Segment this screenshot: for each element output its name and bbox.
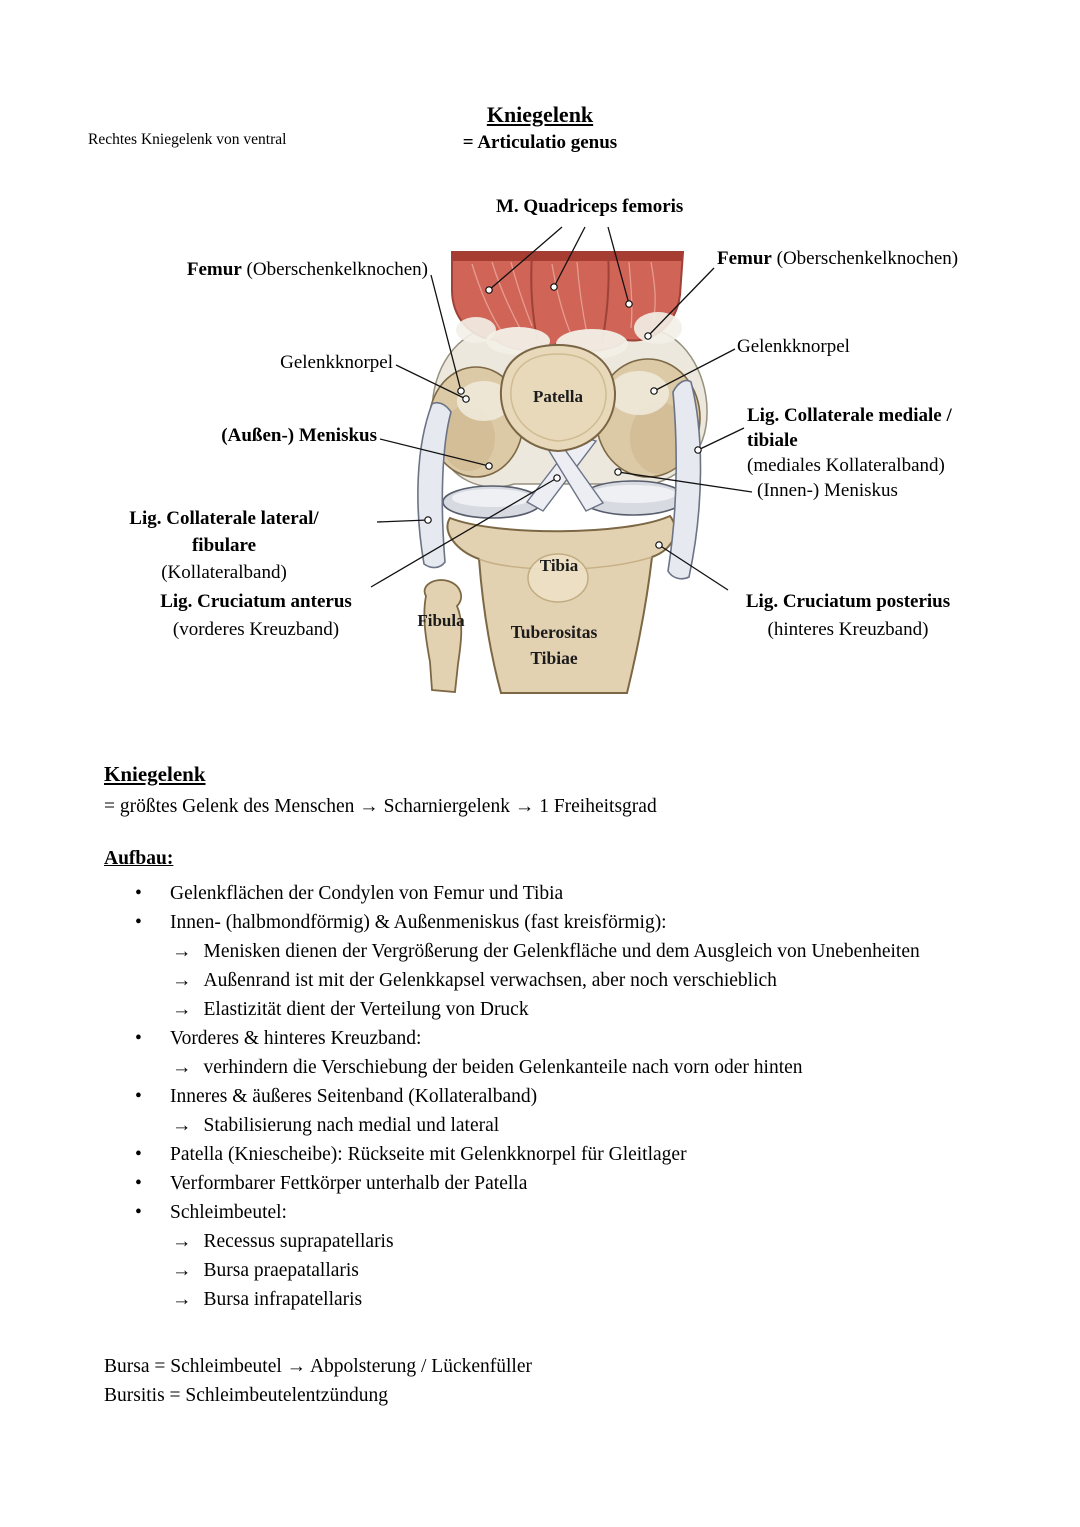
bursa-definition: Bursa = Schleimbeutel → Abpolsterung / Lückenfüller [104,1356,532,1377]
bullet-marker: • [135,1202,142,1223]
title-block [380,102,700,154]
sub-item-text: Stabilisierung nach medial und lateral [203,1115,500,1136]
sub-item [104,966,986,995]
list-item [104,1140,986,1169]
list-item [104,908,986,937]
list-item [104,1082,986,1111]
menisci-shape [443,481,685,518]
label-gelenkknorpel-right: Gelenkknorpel [737,336,850,357]
fibula-shape [424,580,461,692]
bullet-marker: • [135,1086,142,1107]
list-item [104,1024,986,1053]
label-fibula: Fibula [417,611,465,630]
label-collaterale-laterale-line2: fibulare [191,535,257,556]
label-quadriceps: M. Quadriceps femoris [496,196,684,217]
label-cruciatum-posterius [727,588,969,644]
list-item-text: Innen- (halbmondförmig) & Außenmeniskus (fast kreisförmig): [170,912,667,933]
list-item-text: Gelenkflächen der Condylen von Femur und Tibia [170,883,564,904]
label-collaterale-mediale-line1: Lig. Collaterale mediale / [747,405,952,426]
sub-item-text: Bursa praepatallaris [203,1260,359,1281]
sub-item-text: Bursa infrapatellaris [203,1289,363,1310]
label-collaterale-laterale [108,505,340,586]
bursitis-definition: Bursitis = Schleimbeutelentzündung [104,1385,388,1406]
bullet-marker: • [135,1028,142,1049]
aufbau-list [104,879,986,1314]
list-item-text: Vorderes & hinteres Kreuzband: [170,1028,422,1049]
bullet-marker: • [135,1144,142,1165]
label-cruciatum-posterius-line2: (hinteres Kreuzband) [767,619,929,640]
sub-item-text: verhindern die Verschiebung der beiden Gelenkanteile nach vorn oder hinten [203,1057,803,1078]
arrow-marker: → [172,1260,192,1281]
sub-item [104,937,986,966]
label-tuberositas [491,619,617,671]
sub-item [104,1256,986,1285]
bullet-marker: • [135,883,142,904]
arrow-marker: → [172,970,192,991]
list-item-text: Schleimbeutel: [170,1202,287,1223]
label-femur-left-name: Femur [186,259,242,280]
arrow-marker: → [172,941,192,962]
page-title: Kniegelenk [486,102,594,127]
label-femur-right [717,246,958,272]
label-femur-left [187,257,428,283]
label-collaterale-mediale-line2: tibiale [747,430,798,451]
arrow-marker: → [172,1057,192,1078]
label-cruciatum-posterius-line1: Lig. Cruciatum posterius [745,591,951,612]
section-heading: Kniegelenk [104,762,206,786]
list-item [104,1198,986,1227]
label-collaterale-laterale-line3: (Kollateralband) [161,562,287,583]
sub-item [104,1227,986,1256]
label-femur-right-name: Femur [717,248,772,269]
sub-item-text: Menisken dienen der Vergrößerung der Gelenkfläche und dem Ausgleich von Unebenheiten [203,941,920,962]
label-tuberositas-line1: Tuberositas [510,622,598,642]
label-meniskus-innen: (Innen-) Meniskus [757,480,898,501]
label-cruciatum-anterus-line2: (vorderes Kreuzband) [172,619,340,640]
arrow-marker: → [172,1115,192,1136]
label-femur-right-desc: (Oberschenkelknochen) [771,248,959,269]
page-subtitle: = Articulatio genus [462,132,618,153]
sub-item [104,995,986,1024]
sub-item-text: Recessus suprapatellaris [203,1231,394,1252]
label-femur-left-desc: (Oberschenkelknochen) [241,259,428,280]
list-item-text: Verformbarer Fettkörper unterhalb der Patella [170,1173,528,1194]
bullet-marker: • [135,912,142,933]
arrow-marker: → [172,999,192,1020]
label-gelenkknorpel-left: Gelenkknorpel [280,352,393,373]
label-cruciatum-anterus [136,588,376,644]
list-item [104,1169,986,1198]
sub-item [104,1111,986,1140]
label-collaterale-laterale-line1: Lig. Collaterale lateral/ [129,508,319,529]
bullet-marker: • [135,1173,142,1194]
sub-item [104,1053,986,1082]
label-cruciatum-anterus-line1: Lig. Cruciatum anterus [160,591,352,612]
footer-notes [104,1352,986,1410]
list-item [104,879,986,908]
label-collaterale-mediale-line3: (mediales Kollateralband) [747,455,945,476]
label-collaterale-mediale [747,403,952,503]
label-tibia: Tibia [539,556,579,575]
arrow-marker: → [172,1289,192,1310]
arrow-marker: → [172,1231,192,1252]
figure-caption: Rechtes Kniegelenk von ventral [88,131,287,148]
list-item-text: Patella (Kniescheibe): Rückseite mit Gelenkknorpel für Gleitlager [170,1144,687,1165]
list-item-text: Inneres & äußeres Seitenband (Kollateralband) [170,1086,538,1107]
section-intro: = größtes Gelenk des Menschen → Scharniergelenk → 1 Freiheitsgrad [104,796,657,817]
label-meniskus-aussen: (Außen-) Meniskus [221,425,377,446]
sub-item-text: Außenrand ist mit der Gelenkkapsel verwachsen, aber noch verschieblich [203,970,777,991]
label-tuberositas-line2: Tibiae [530,648,578,668]
sub-item [104,1285,986,1314]
sub-item-text: Elastizität dient der Verteilung von Druck [203,999,529,1020]
notes-section [104,762,986,1410]
label-patella: Patella [532,387,584,406]
aufbau-heading: Aufbau: [104,848,174,869]
